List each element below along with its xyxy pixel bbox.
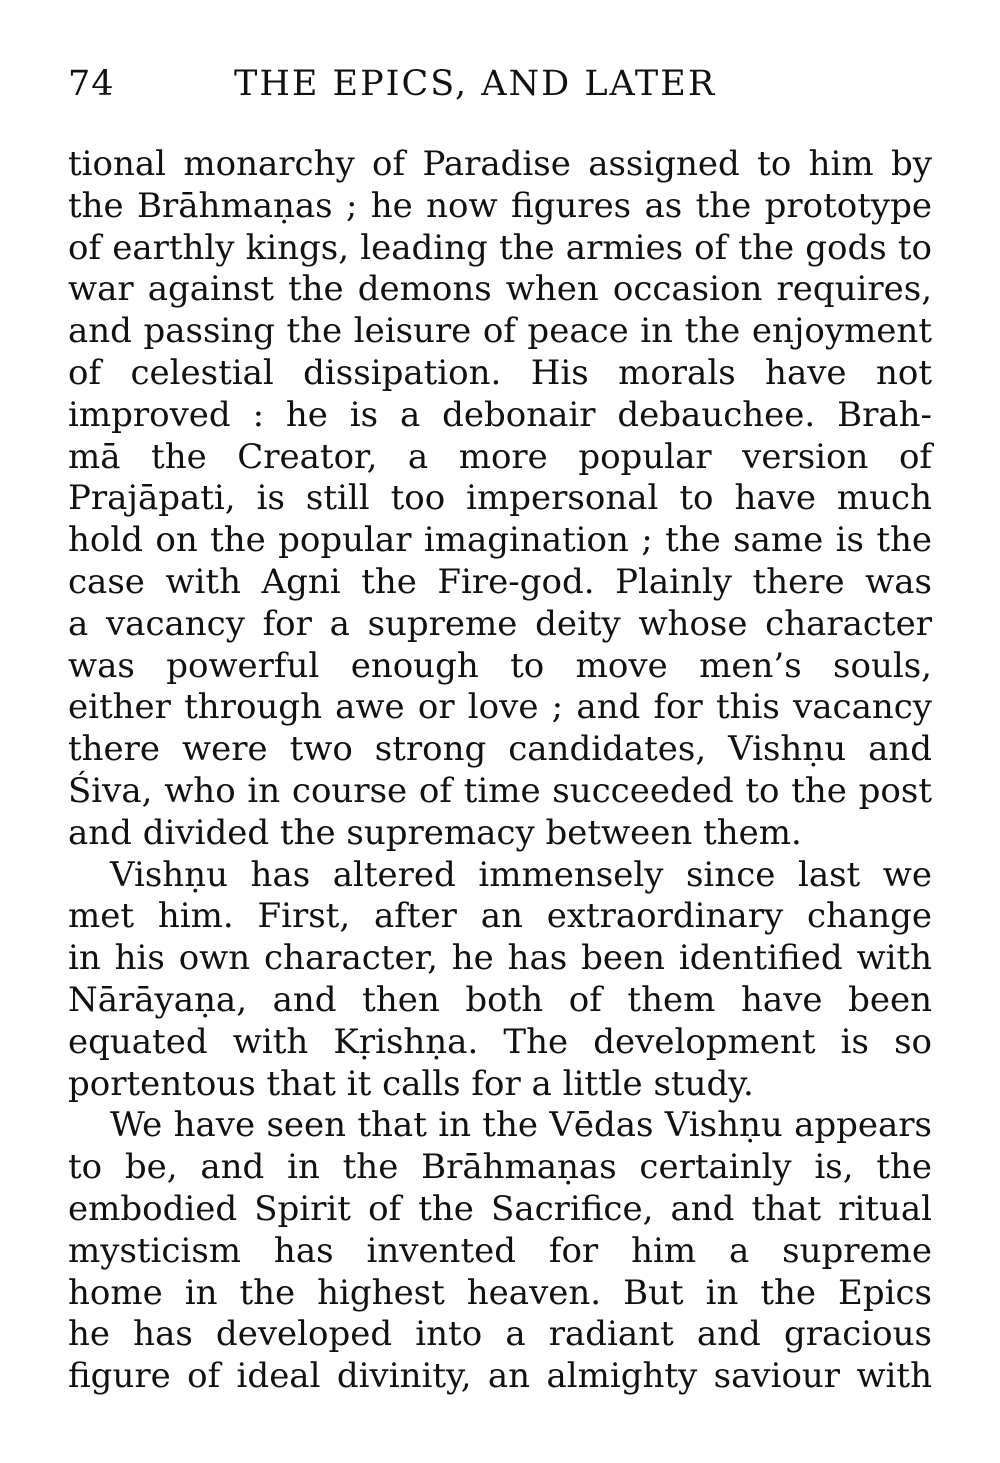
text-line: of earthly kings, leading the armies of the gods to [68,227,932,268]
text-line: a vacancy for a supreme deity whose character [68,603,932,644]
text-line: figure of ideal divinity, an almighty saviour with [68,1356,932,1397]
text-line: and divided the supremacy between them. [68,812,802,853]
text-line: and passing the leisure of peace in the enjoyment [68,311,932,352]
text-line: there were two strong candidates, Vishṇu and [68,729,932,770]
text-line: We have seen that in the Vēdas Vishṇu appears [110,1105,932,1146]
book-page [68,58,932,1398]
running-header [68,58,932,110]
text-line: mysticism has invented for him a supreme [68,1230,932,1271]
running-title: THE EPICS, AND LATER [234,64,717,104]
text-line: Śiva, who in course of time succeeded to the post [68,770,932,811]
text-line: tional monarchy of Paradise assigned to him by [68,144,932,184]
paragraph-3 [68,1105,932,1398]
text-line: either through awe or love ; and for this vacancy [68,687,932,728]
paragraph-1 [68,144,932,855]
body-text [68,144,932,1398]
paragraph-2 [68,855,932,1106]
page-number: 74 [68,64,115,104]
text-line: the Brāhmaṇas ; he now figures as the prototype [68,185,932,226]
text-line: equated with Kṛishṇa. The development is so [68,1021,932,1062]
text-line: he has developed into a radiant and gracious [68,1314,932,1355]
text-line: in his own character, he has been identified with [68,938,932,979]
text-line: mā the Creator, a more popular version of [68,436,932,477]
text-line: met him. First, after an extraordinary change [68,896,932,937]
text-line: Vishṇu has altered immensely since last we [110,854,932,895]
text-line: hold on the popular imagination ; the same is the [68,520,932,561]
text-line: case with Agni the Fire-god. Plainly there was [68,561,932,602]
text-line: Prajāpati, is still too impersonal to have much [68,478,932,519]
text-line: portentous that it calls for a little study. [68,1063,754,1104]
text-line: home in the highest heaven. But in the Epics [68,1272,932,1313]
text-line: Nārāyaṇa, and then both of them have been [68,979,932,1020]
text-line: of celestial dissipation. His morals have not [68,352,932,393]
text-line: was powerful enough to move men’s souls, [68,645,932,686]
text-line: war against the demons when occasion requires, [68,269,932,310]
text-line: embodied Spirit of the Sacrifice, and that ritual [68,1188,932,1229]
text-line: improved : he is a debonair debauchee. Brah- [68,394,932,435]
text-line: to be, and in the Brāhmaṇas certainly is, the [68,1147,932,1188]
